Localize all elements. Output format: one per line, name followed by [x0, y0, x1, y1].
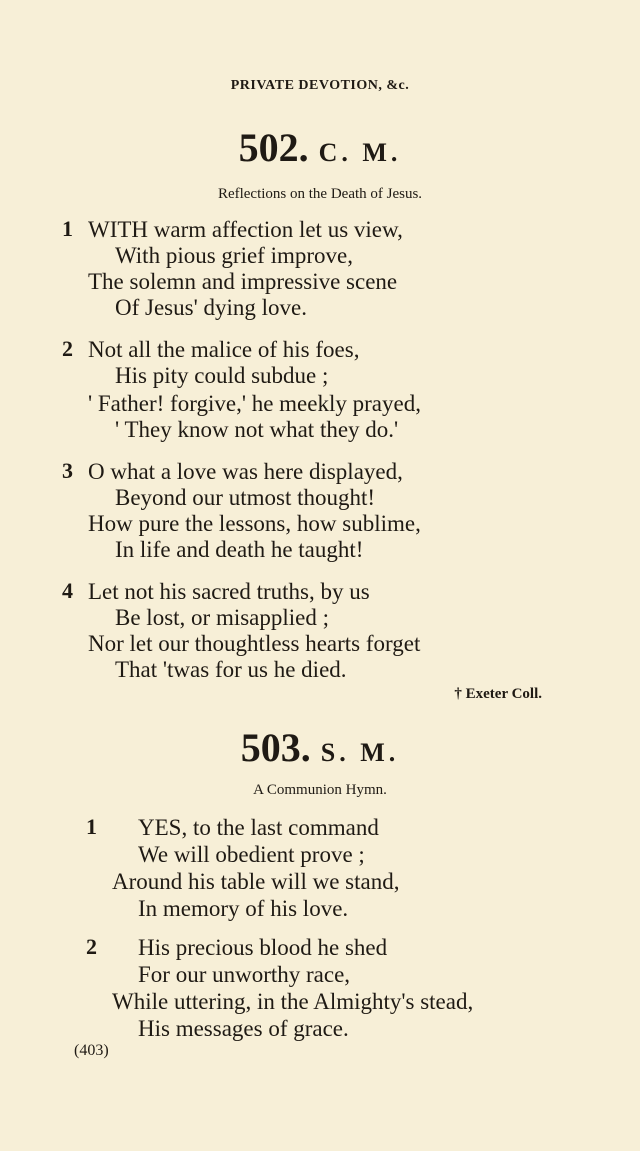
- verse-line: Not all the malice of his foes,: [88, 337, 360, 362]
- running-head: PRIVATE DEVOTION, &c.: [230, 78, 410, 93]
- verse-line: How pure the lessons, how sublime,: [88, 511, 421, 536]
- verse-line: WITH warm affection let us view,: [88, 217, 403, 242]
- hymn-meter: C. M.: [318, 138, 402, 167]
- stanza-number: 2: [62, 336, 73, 361]
- verse-line: In life and death he taught!: [115, 537, 364, 562]
- verse-line: ' They know not what they do.': [115, 417, 399, 442]
- hymn-503-subtitle: A Communion Hymn.: [253, 782, 387, 798]
- hymn-number: 502.: [238, 125, 309, 170]
- verse-line: His messages of grace.: [138, 1016, 349, 1041]
- verse-line: With pious grief improve,: [115, 243, 353, 268]
- verse-line: O what a love was here displayed,: [88, 459, 403, 484]
- verse-line: Be lost, or misapplied ;: [115, 605, 330, 630]
- verse-line: We will obedient prove ;: [138, 842, 365, 867]
- verse-line: Beyond our utmost thought!: [115, 485, 376, 510]
- hymn-number: 503.: [240, 725, 311, 770]
- verse-line: In memory of his love.: [138, 896, 349, 921]
- verse-line: YES, to the last command: [138, 815, 379, 840]
- hymn-502-title: [0, 125, 640, 170]
- verse-line: His precious blood he shed: [138, 935, 388, 960]
- stanza-number: 1: [86, 814, 97, 839]
- hymn-503-title: [0, 725, 640, 770]
- hymn-502-attribution: † Exeter Coll.: [454, 686, 542, 702]
- verse-line: ' Father! forgive,' he meekly prayed,: [88, 391, 421, 416]
- hymn-502-subtitle: Reflections on the Death of Jesus.: [217, 186, 423, 202]
- stanza-number: 2: [86, 934, 97, 959]
- verse-line: For our unworthy race,: [138, 962, 351, 987]
- hymn-meter: S. M.: [320, 738, 400, 767]
- stanza-number: 3: [62, 458, 73, 483]
- verse-line: Around his table will we stand,: [112, 869, 400, 894]
- verse-line: The solemn and impressive scene: [88, 269, 398, 294]
- verse-line: Let not his sacred truths, by us: [88, 579, 370, 604]
- page-number: (403): [74, 1042, 109, 1059]
- verse-line: While uttering, in the Almighty's stead,: [112, 989, 474, 1014]
- stanza-number: 1: [62, 216, 73, 241]
- verse-line: That 'twas for us he died.: [115, 657, 347, 682]
- verse-line: His pity could subdue ;: [115, 363, 329, 388]
- verse-line: Nor let our thoughtless hearts forget: [88, 631, 421, 656]
- verse-line: Of Jesus' dying love.: [115, 295, 307, 320]
- stanza-number: 4: [62, 578, 73, 603]
